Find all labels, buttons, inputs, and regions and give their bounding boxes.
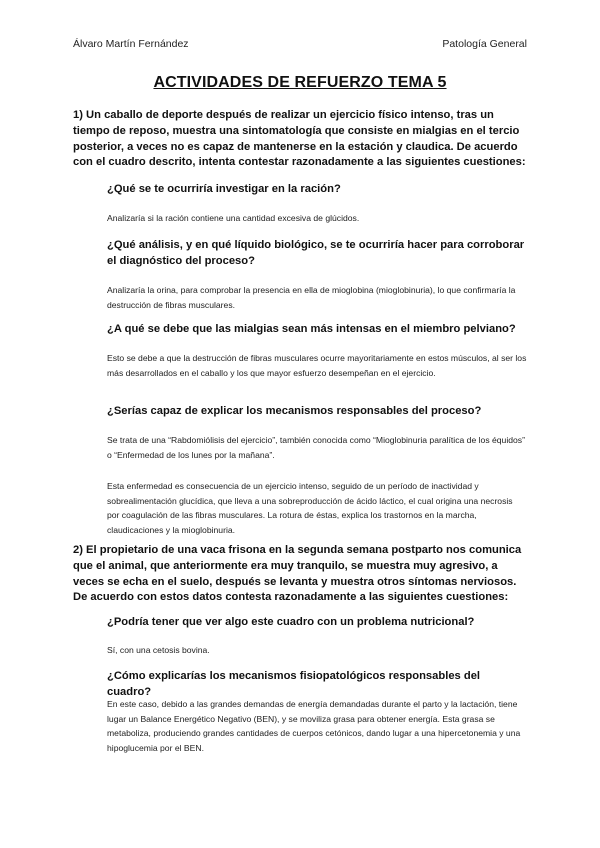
case1-answer-3: Esto se debe a que la destrucción de fibras musculares ocurre mayoritariamente en estos músculos, al ser los más desarrollados en el caballo y los que mayor esfuerzo desempeñan en el ejercicio.: [107, 353, 527, 378]
case2-answer-2: En este caso, debido a las grandes demandas de energía demandadas durante el parto y la lactación, tiene lugar un Balance Energético Negativo (BEN), y se moviliza grasa para obtener energía. Esta grasa se metaboliza, produciendo grandes cantidades de cuerpos cetónicos, dando lugar a una hipercetonemia y una hipoglucemia por el BEN.: [107, 699, 521, 753]
case1-question-4: ¿Serías capaz de explicar los mecanismos responsables del proceso?: [107, 405, 482, 417]
case2-question-1: ¿Podría tener que ver algo este cuadro con un problema nutricional?: [107, 616, 475, 628]
case1-question-3: ¿A qué se debe que las mialgias sean más intensas en el miembro pelviano?: [107, 323, 516, 335]
case2-answer-1: Sí, con una cetosis bovina.: [107, 645, 210, 655]
page-title: ACTIVIDADES DE REFUERZO TEMA 5: [153, 74, 447, 91]
case2-intro: 2) El propietario de una vaca frisona en la segunda semana postparto nos comunica que el animal, que anteriormente era muy tranquilo, se muestra muy agresivo, a veces se echa en el suelo, después se levanta y muestra otros síntomas nerviosos. De acuerdo con estos datos contesta razonadamente a las siguientes cuestiones:: [73, 544, 522, 604]
case1-question-1: ¿Qué se te ocurriría investigar en la ración?: [107, 183, 341, 195]
case1-answer-4b: Esta enfermedad es consecuencia de un ejercicio intenso, seguido de un período de inactividad y sobrealimentación glucídica, que lleva a una sobreproducción de ácido láctico, el cual origina una necrosis por coagulación de las fibras musculares. La rotura de éstas, explica los trastornos en la marcha, claudicaciones y la mioglobinuria.: [107, 481, 513, 535]
header-author: Álvaro Martín Fernández: [73, 38, 189, 50]
header-subject: Patología General: [442, 38, 527, 50]
case1-intro: 1) Un caballo de deporte después de realizar un ejercicio físico intenso, tras un tiempo de reposo, muestra una sintomatología que consiste en mialgias en el tercio posterior, a veces no es capaz de mantenerse en la estación y claudica. De acuerdo con el cuadro descrito, intenta contestar razonadamente a las siguientes cuestiones:: [73, 109, 526, 169]
case2-question-2: ¿Cómo explicarías los mecanismos fisiopatológicos responsables del cuadro?: [107, 670, 481, 698]
case1-answer-4a: Se trata de una “Rabdomiólisis del ejercicio”, también conocida como “Mioglobinuria paralítica de los équidos” o “Enfermedad de los lunes por la mañana”.: [107, 435, 525, 460]
case1-question-2: ¿Qué análisis, y en qué líquido biológico, se te ocurriría hacer para corroborar el diagnóstico del proceso?: [107, 239, 525, 267]
case1-answer-1: Analizaría si la ración contiene una cantidad excesiva de glúcidos.: [107, 213, 360, 223]
case1-answer-2: Analizaría la orina, para comprobar la presencia en ella de mioglobina (mioglobinuria), lo que confirmaría la destrucción de fibras musculares.: [107, 285, 516, 310]
